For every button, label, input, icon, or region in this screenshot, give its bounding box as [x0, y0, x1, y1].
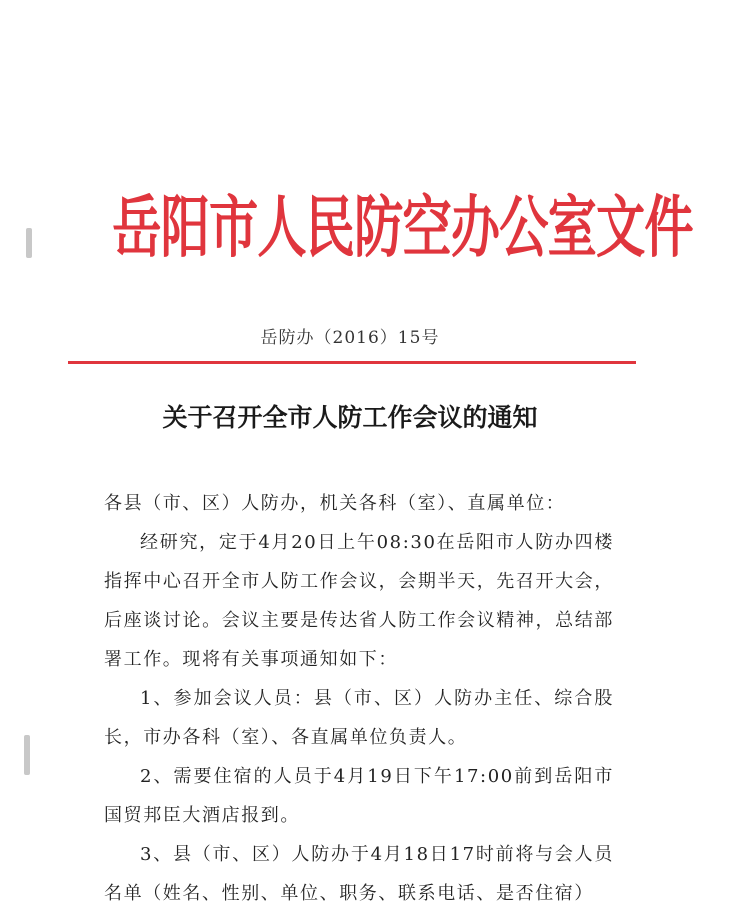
binding-mark: [24, 735, 30, 775]
salutation: 各县（市、区）人防办，机关各科（室）、直属单位：: [104, 493, 566, 514]
red-divider: [68, 361, 636, 364]
paragraph: 2、需要住宿的人员于4月19日下午17:00前到岳阳市国贸邦臣大酒店报到。: [104, 766, 614, 826]
binding-mark: [26, 228, 32, 258]
paragraph: 3、县（市、区）人防办于4月18日17时前将与会人员名单（姓名、性别、单位、职务、联系电话、是否住宿）: [104, 844, 614, 904]
paragraph: 1、参加会议人员：县（市、区）人防办主任、综合股长，市办各科（室）、各直属单位负责人。: [104, 688, 614, 748]
document-title: 关于召开全市人防工作会议的通知: [162, 403, 538, 432]
document-body: [104, 484, 614, 913]
document-number: 岳防办（2016）15号: [260, 328, 440, 348]
document-header: 岳阳市人民防空办公室文件: [112, 188, 693, 268]
paragraph: 经研究，定于4月20日上午08:30在岳阳市人防办四楼指挥中心召开全市人防工作会议，会期半天，先召开大会，后座谈讨论。会议主要是传达省人防工作会议精神，总结部署工作。现将有关事项通知如下：: [104, 532, 614, 670]
